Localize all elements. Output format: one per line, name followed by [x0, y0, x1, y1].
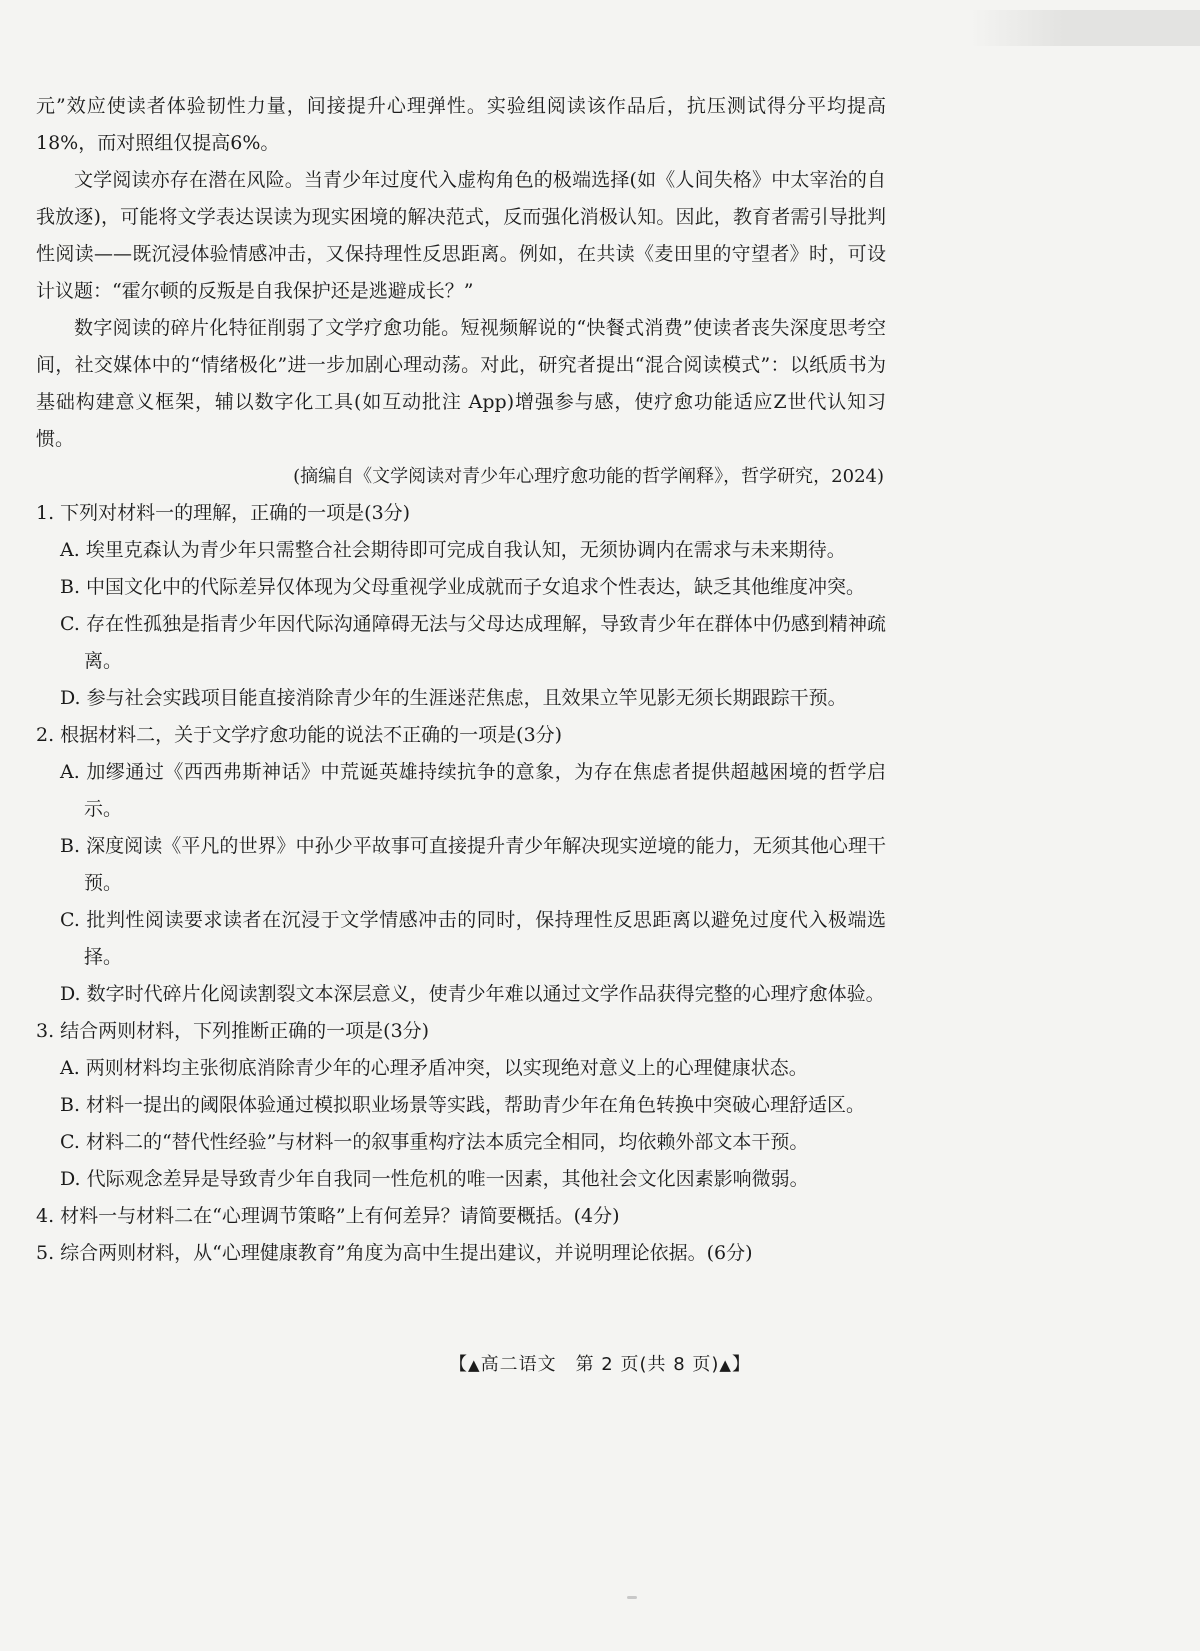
passage-paragraph-1: 元”效应使读者体验韧性力量，间接提升心理弹性。实验组阅读该作品后，抗压测试得分平均提高18%，而对照组仅提高6%。	[36, 95, 886, 154]
footer-page-info: 高二语文 第 2 页(共 8 页)	[480, 1354, 720, 1375]
footer-left-bracket: 【	[449, 1354, 469, 1375]
question-stem: 5. 综合两则材料，从“心理健康教育”角度为高中生提出建议，并说明理论依据。(6分)	[36, 1242, 753, 1264]
triangle-icon: ▲	[719, 1356, 732, 1374]
option-d: D. 代际观念差异是导致青少年自我同一性危机的唯一因素，其他社会文化因素影响微弱。	[60, 1168, 809, 1190]
option-b: B. 深度阅读《平凡的世界》中孙少平故事可直接提升青少年解决现实逆境的能力，无须其他心理干预。	[60, 835, 886, 894]
footer-right-bracket: 】	[731, 1354, 751, 1375]
question-3	[36, 1013, 886, 1198]
option-d: D. 数字时代碎片化阅读割裂文本深层意义，使青少年难以通过文学作品获得完整的心理疗愈体验。	[60, 983, 885, 1005]
scan-shadow	[970, 10, 1200, 46]
exam-page	[36, 88, 886, 1272]
passage-paragraph-2: 文学阅读亦存在潜在风险。当青少年过度代入虚构角色的极端选择(如《人间失格》中太宰治的自我放逐)，可能将文学表达误读为现实困境的解决范式，反而强化消极认知。因此，教育者需引导批判性阅读——既沉浸体验情感冲击，又保持理性反思距离。例如，在共读《麦田里的守望者》时，可设计议题：“霍尔顿的反叛是自我保护还是逃避成长？”	[36, 169, 886, 302]
reading-passage	[36, 88, 886, 495]
passage-source: (摘编自《文学阅读对青少年心理疗愈功能的哲学阐释》，哲学研究，2024)	[293, 466, 884, 487]
option-c: C. 材料二的“替代性经验”与材料一的叙事重构疗法本质完全相同，均依赖外部文本干预。	[60, 1131, 809, 1153]
option-c: C. 批判性阅读要求读者在沉浸于文学情感冲击的同时，保持理性反思距离以避免过度代入极端选择。	[60, 909, 886, 968]
question-2	[36, 717, 886, 1013]
option-a: A. 两则材料均主张彻底消除青少年的心理矛盾冲突，以实现绝对意义上的心理健康状态。	[60, 1057, 808, 1079]
question-stem: 1. 下列对材料一的理解，正确的一项是(3分)	[36, 502, 411, 524]
question-stem: 3. 结合两则材料，下列推断正确的一项是(3分)	[36, 1020, 430, 1042]
option-b: B. 中国文化中的代际差异仅体现为父母重视学业成就而子女追求个性表达，缺乏其他维度冲突。	[60, 576, 866, 598]
triangle-icon: ▲	[468, 1356, 481, 1374]
page-footer	[0, 1350, 1200, 1376]
question-5	[36, 1235, 886, 1272]
option-a: A. 加缪通过《西西弗斯神话》中荒诞英雄持续抗争的意象，为存在焦虑者提供超越困境的哲学启示。	[60, 761, 886, 820]
question-stem: 4. 材料一与材料二在“心理调节策略”上有何差异？请简要概括。(4分)	[36, 1205, 620, 1227]
question-1	[36, 495, 886, 717]
option-b: B. 材料一提出的阈限体验通过模拟职业场景等实践，帮助青少年在角色转换中突破心理舒适区。	[60, 1094, 866, 1116]
option-d: D. 参与社会实践项目能直接消除青少年的生涯迷茫焦虑，且效果立竿见影无须长期跟踪干预。	[60, 687, 847, 709]
scan-speck	[627, 1596, 637, 1599]
question-stem: 2. 根据材料二，关于文学疗愈功能的说法不正确的一项是(3分)	[36, 724, 563, 746]
option-c: C. 存在性孤独是指青少年因代际沟通障碍无法与父母达成理解，导致青少年在群体中仍感到精神疏离。	[60, 613, 886, 672]
passage-paragraph-3: 数字阅读的碎片化特征削弱了文学疗愈功能。短视频解说的“快餐式消费”使读者丧失深度思考空间，社交媒体中的“情绪极化”进一步加剧心理动荡。对此，研究者提出“混合阅读模式”：以纸质书为基础构建意义框架，辅以数字化工具(如互动批注 App)增强参与感，使疗愈功能适应Z世代认知习惯。	[36, 317, 886, 450]
question-4	[36, 1198, 886, 1235]
option-a: A. 埃里克森认为青少年只需整合社会期待即可完成自我认知，无须协调内在需求与未来期待。	[60, 539, 846, 561]
